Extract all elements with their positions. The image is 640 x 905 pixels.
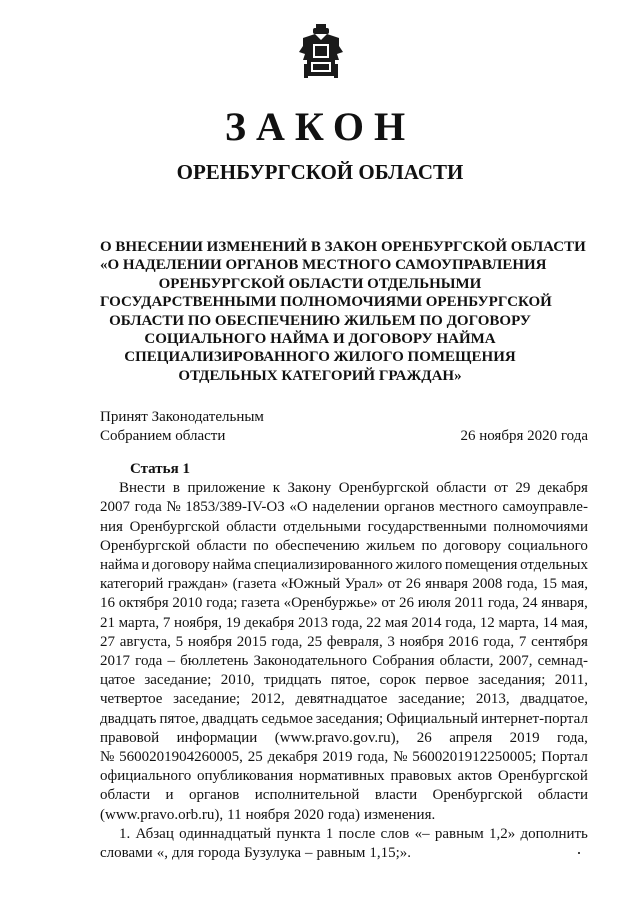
word: января, bbox=[541, 595, 588, 612]
word: 14 bbox=[542, 614, 558, 631]
word: 2019 bbox=[322, 749, 353, 766]
word: договору bbox=[443, 537, 502, 554]
word: опубликования bbox=[197, 768, 294, 785]
word: заседания; bbox=[478, 672, 546, 689]
word: 7 bbox=[518, 633, 527, 650]
word: заседания; bbox=[315, 710, 384, 727]
word: марта, bbox=[498, 614, 539, 631]
word: пятое, bbox=[159, 710, 199, 727]
word: 22 bbox=[366, 614, 382, 631]
word: № bbox=[393, 749, 408, 766]
word: власти bbox=[374, 787, 418, 804]
word: года; bbox=[206, 595, 238, 612]
word: 26 bbox=[405, 576, 421, 593]
word: и bbox=[165, 787, 174, 804]
word: февраля, bbox=[326, 633, 383, 650]
text-line bbox=[100, 748, 588, 767]
word: «, bbox=[156, 845, 168, 862]
word: № bbox=[100, 749, 115, 766]
article-item-1 bbox=[100, 825, 588, 863]
word: 16 bbox=[100, 595, 115, 612]
word: области bbox=[196, 537, 247, 554]
word: 15 bbox=[541, 576, 557, 593]
word: Оренбургской bbox=[498, 768, 588, 785]
article-title: Статья 1 bbox=[130, 461, 190, 477]
text-line bbox=[100, 710, 588, 729]
word: «О bbox=[289, 499, 308, 516]
word: (www.pravo.gov.ru), bbox=[274, 729, 400, 746]
word: области bbox=[436, 480, 487, 497]
word: марта, bbox=[118, 614, 160, 631]
word: декабря bbox=[537, 480, 588, 497]
text-line bbox=[100, 537, 588, 556]
word: 26 bbox=[416, 729, 432, 746]
word: мая, bbox=[561, 576, 588, 593]
word: 1. bbox=[119, 825, 131, 842]
text-line bbox=[100, 594, 588, 613]
word: Оренбургской bbox=[129, 518, 220, 535]
word: жилого bbox=[395, 557, 443, 574]
word: года, bbox=[357, 749, 389, 766]
word: информации bbox=[176, 729, 258, 746]
word: года, bbox=[506, 576, 538, 593]
word: Оренбургской bbox=[432, 787, 523, 804]
word: 2020 bbox=[293, 806, 324, 823]
text-line bbox=[100, 518, 588, 537]
word: двадцать bbox=[201, 710, 259, 727]
word: одиннадцатый bbox=[179, 825, 272, 842]
word: 2015 bbox=[236, 633, 267, 650]
word: двадцатое, bbox=[520, 691, 588, 708]
word: года, bbox=[483, 633, 515, 650]
word: заседание; bbox=[398, 691, 466, 708]
word: 2019 bbox=[509, 729, 540, 746]
word: 2010 bbox=[172, 595, 203, 612]
text-line bbox=[100, 633, 588, 652]
word: года, bbox=[487, 595, 519, 612]
word: договору bbox=[152, 557, 210, 574]
word: года) bbox=[327, 806, 360, 823]
subject-line: О ВНЕСЕНИИ ИЗМЕНЕНИЙ В ЗАКОН ОРЕНБУРГСКОЙ ОБЛАСТИ bbox=[100, 239, 586, 255]
word: № bbox=[166, 499, 181, 516]
word: 25 bbox=[307, 633, 323, 650]
word: официального bbox=[100, 768, 192, 785]
word: Законодательного bbox=[253, 653, 368, 670]
adoption-block bbox=[100, 408, 588, 446]
word: 3 bbox=[387, 633, 395, 650]
word: 2011 bbox=[454, 595, 485, 612]
word: Собрания bbox=[372, 653, 435, 670]
text-line bbox=[100, 652, 588, 671]
word: Оренбургской bbox=[338, 480, 429, 497]
word: тридцать bbox=[263, 672, 322, 689]
word: года, bbox=[331, 614, 363, 631]
word: 2014 bbox=[411, 614, 442, 631]
word: 11 bbox=[227, 806, 242, 823]
subject-line: «О НАДЕЛЕНИИ ОРГАНОВ МЕСТНОГО САМОУПРАВЛЕНИЯ bbox=[100, 257, 547, 274]
word: местного bbox=[439, 499, 498, 516]
word: правовой bbox=[100, 729, 160, 746]
word: Внести bbox=[119, 480, 166, 497]
word: полномочиями bbox=[493, 518, 588, 535]
word: по bbox=[253, 537, 269, 554]
coat-of-arms-icon bbox=[299, 24, 343, 80]
word: слов bbox=[380, 825, 410, 842]
word: 2017 bbox=[100, 653, 130, 670]
text-line bbox=[100, 498, 588, 517]
word: правовых bbox=[390, 768, 452, 785]
word: «Южный bbox=[280, 576, 341, 593]
word: словами bbox=[100, 845, 153, 862]
word: двадцать bbox=[100, 710, 157, 727]
word: 29 bbox=[515, 480, 531, 497]
word: 2007, bbox=[498, 653, 533, 670]
word: 2013 bbox=[298, 614, 329, 631]
word: ноября bbox=[245, 806, 290, 823]
word: от bbox=[381, 595, 396, 612]
word: 2012, bbox=[250, 691, 285, 708]
word: 5 bbox=[175, 633, 184, 650]
word: социального bbox=[507, 537, 588, 554]
word: области, bbox=[439, 653, 494, 670]
word: ноября bbox=[399, 633, 444, 650]
word: «– bbox=[414, 825, 430, 842]
text-line bbox=[100, 479, 588, 498]
region-title: ОРЕНБУРГСКОЙ ОБЛАСТИ bbox=[176, 160, 464, 184]
word: дополнить bbox=[520, 825, 588, 842]
word: – bbox=[167, 653, 175, 670]
word: наделении bbox=[312, 499, 380, 516]
word: июля bbox=[417, 595, 451, 612]
word: года bbox=[134, 499, 162, 516]
word: 26 bbox=[398, 595, 414, 612]
word: пятое, bbox=[330, 672, 371, 689]
word: специализированного bbox=[253, 557, 393, 574]
word: Урал» bbox=[344, 576, 384, 593]
word: категорий bbox=[100, 576, 164, 593]
word: от bbox=[387, 576, 402, 593]
word: – bbox=[305, 845, 313, 862]
subject-line: ОРЕНБУРГСКОЙ ОБЛАСТИ ОТДЕЛЬНЫМИ bbox=[158, 275, 482, 292]
word: августа, bbox=[119, 633, 171, 650]
word: девятнадцатое bbox=[295, 691, 388, 708]
word: приложение bbox=[187, 480, 266, 497]
word: 2007 bbox=[100, 499, 130, 516]
adoption-date: 26 ноября 2020 года bbox=[460, 428, 588, 444]
word: 2011, bbox=[554, 672, 588, 689]
word: октября bbox=[118, 595, 169, 612]
word: первое bbox=[425, 672, 469, 689]
subject-line: СПЕЦИАЛИЗИРОВАННОГО ЖИЛОГО ПОМЕЩЕНИЯ bbox=[124, 349, 516, 366]
word: газета bbox=[241, 595, 280, 612]
word: 1853/389-IV-ОЗ bbox=[185, 499, 285, 516]
word: Оренбургской bbox=[100, 537, 190, 554]
word: четвертое bbox=[100, 691, 163, 708]
word: области bbox=[226, 518, 277, 535]
word: (газета bbox=[232, 576, 277, 593]
word: 2013, bbox=[475, 691, 510, 708]
adopted-by-line: Принят Законодательным bbox=[100, 409, 264, 425]
word: 7 bbox=[162, 614, 171, 631]
word: года bbox=[135, 653, 163, 670]
word: пункта bbox=[276, 825, 321, 842]
word: 2016 bbox=[448, 633, 479, 650]
word: ноября, bbox=[174, 614, 222, 631]
word: 21 bbox=[100, 614, 115, 631]
text-line bbox=[100, 575, 588, 594]
word: заседание; bbox=[144, 672, 212, 689]
word: актов bbox=[457, 768, 493, 785]
word: области bbox=[100, 787, 151, 804]
word: найма bbox=[100, 557, 139, 574]
word: Закону bbox=[287, 480, 332, 497]
word: мая bbox=[384, 614, 408, 631]
word: 1,2» bbox=[488, 825, 516, 842]
text-line bbox=[100, 844, 588, 863]
word: мая, bbox=[561, 614, 588, 631]
word: апреля bbox=[449, 729, 493, 746]
word: города bbox=[198, 845, 241, 862]
word: ноября bbox=[187, 633, 233, 650]
word: равным bbox=[316, 845, 366, 862]
text-line bbox=[100, 729, 588, 748]
word: Абзац bbox=[135, 825, 174, 842]
word: помещения bbox=[444, 557, 518, 574]
word: равным bbox=[434, 825, 484, 842]
text-line bbox=[100, 767, 588, 786]
word: самоуправле- bbox=[502, 499, 588, 516]
word: 2008 bbox=[472, 576, 503, 593]
word: бюллетень bbox=[180, 653, 249, 670]
word: «Оренбуржье» bbox=[283, 595, 378, 612]
word: седьмое bbox=[261, 710, 313, 727]
text-line bbox=[100, 690, 588, 709]
word: обеспечению bbox=[275, 537, 360, 554]
word: Официальный bbox=[386, 710, 479, 727]
text-line bbox=[100, 556, 588, 575]
subject-line: ГОСУДАРСТВЕННЫМИ ПОЛНОМОЧИЯМИ ОРЕНБУРГСКОЙ bbox=[100, 294, 552, 311]
word: от bbox=[493, 480, 508, 497]
word: 5600201912250005; bbox=[412, 749, 537, 766]
word: области bbox=[537, 787, 588, 804]
law-title: ЗАКОН bbox=[224, 104, 416, 149]
word: и bbox=[141, 557, 150, 574]
word: декабря bbox=[267, 749, 318, 766]
word: 12 bbox=[479, 614, 495, 631]
text-line bbox=[100, 671, 588, 690]
word: после bbox=[338, 825, 376, 842]
word: Бузулука bbox=[244, 845, 302, 862]
word: отдельных bbox=[520, 557, 588, 574]
word: 5600201904260005, bbox=[119, 749, 243, 766]
article-body bbox=[100, 479, 588, 825]
word: января bbox=[425, 576, 469, 593]
word: государственными bbox=[367, 518, 487, 535]
word: интернет-портал bbox=[481, 710, 588, 727]
word: для bbox=[171, 845, 194, 862]
word: 24 bbox=[522, 595, 538, 612]
word: 25 bbox=[247, 749, 263, 766]
word: цатое bbox=[100, 672, 135, 689]
word: декабря bbox=[244, 614, 295, 631]
word: Портал bbox=[541, 749, 588, 766]
text-line bbox=[100, 825, 588, 844]
word: 1 bbox=[325, 825, 334, 842]
word: 2010, bbox=[220, 672, 255, 689]
word: семнад- bbox=[537, 653, 588, 670]
subject-line: ОТДЕЛЬНЫХ КАТЕГОРИЙ ГРАЖДАН» bbox=[178, 367, 462, 384]
word: нормативных bbox=[298, 768, 385, 785]
word: органов bbox=[384, 499, 435, 516]
word: заседание; bbox=[173, 691, 241, 708]
text-line bbox=[100, 786, 588, 805]
adopted-by-line: Собранием области bbox=[100, 428, 226, 444]
word: сорок bbox=[379, 672, 416, 689]
law-subject-heading bbox=[100, 238, 586, 385]
article-1 bbox=[100, 460, 588, 863]
word: граждан» bbox=[167, 576, 229, 593]
word: жильем bbox=[366, 537, 415, 554]
word: изменения. bbox=[363, 806, 436, 823]
word: 1,15;». bbox=[369, 845, 412, 862]
text-line bbox=[100, 806, 588, 825]
subject-line: СОЦИАЛЬНОГО НАЙМА И ДОГОВОРУ НАЙМА bbox=[144, 331, 496, 348]
word: (www.pravo.orb.ru), bbox=[100, 806, 224, 823]
word: в bbox=[172, 480, 180, 497]
word: 27 bbox=[100, 633, 115, 650]
word: к bbox=[272, 480, 280, 497]
scan-mark bbox=[578, 852, 580, 854]
word: ния bbox=[100, 518, 123, 535]
word: органов bbox=[188, 787, 240, 804]
word: отдельными bbox=[283, 518, 361, 535]
word: по bbox=[421, 537, 438, 554]
word: исполнительной bbox=[254, 787, 360, 804]
word: 19 bbox=[225, 614, 241, 631]
text-line bbox=[100, 614, 588, 633]
word: года, bbox=[271, 633, 303, 650]
word: года, bbox=[557, 729, 588, 746]
word: года, bbox=[445, 614, 477, 631]
word: сентября bbox=[531, 633, 588, 650]
subject-line: ОБЛАСТИ ПО ОБЕСПЕЧЕНИЮ ЖИЛЬЕМ ПО ДОГОВОРУ bbox=[109, 312, 531, 329]
word: найма bbox=[212, 557, 252, 574]
